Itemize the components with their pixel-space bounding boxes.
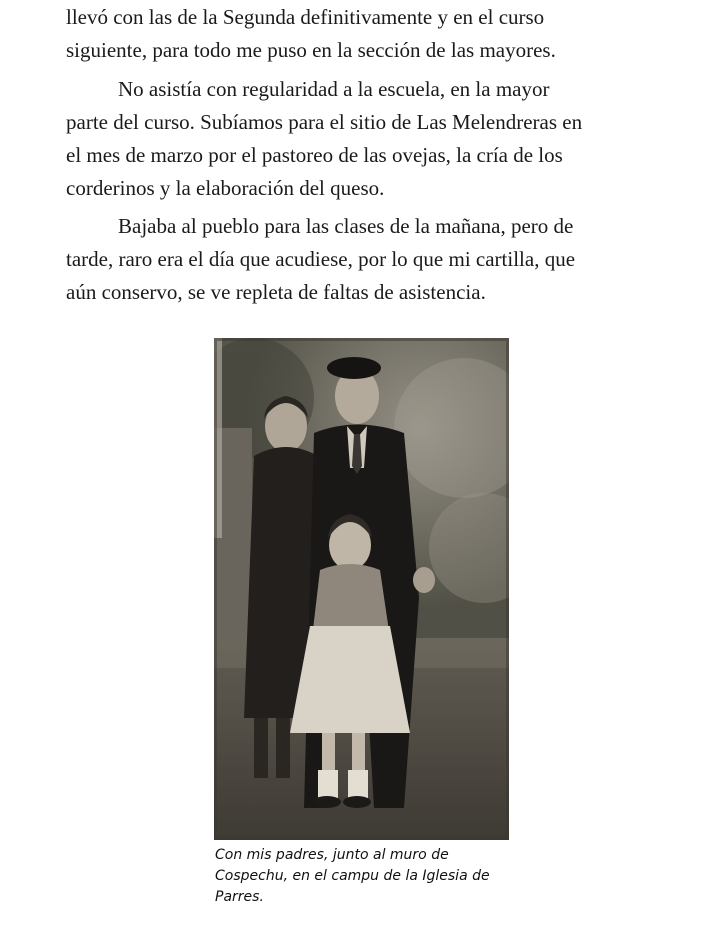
paragraph-line: siguiente, para todo me puso en la sección de las mayores. xyxy=(66,38,556,62)
paragraph-3 xyxy=(66,210,656,309)
caption-line: Con mis padres, junto al muro de xyxy=(215,847,449,863)
photo-child-sock xyxy=(348,770,368,798)
photo-mother-leg xyxy=(276,718,290,778)
paragraph-2 xyxy=(66,73,656,205)
paragraph-line: aún conservo, se ve repleta de faltas de asistencia. xyxy=(66,280,486,304)
paragraph-line: No asistía con regularidad a la escuela, en la mayor xyxy=(118,77,550,101)
paragraph-1 xyxy=(66,1,656,67)
paragraph-line: el mes de marzo por el pastoreo de las ovejas, la cría de los xyxy=(66,143,563,167)
caption-line: Cospechu, en el campu de la Iglesia de xyxy=(215,868,490,884)
photo-caption xyxy=(215,845,515,908)
family-photo-drawing xyxy=(214,338,509,840)
photo-child-dress xyxy=(290,626,410,733)
family-photo xyxy=(214,338,509,840)
photo-child-shoe xyxy=(343,796,371,808)
paragraph-line: Bajaba al pueblo para las clases de la mañana, pero de xyxy=(118,214,574,238)
photo-child-sock xyxy=(318,770,338,798)
paragraph-line: tarde, raro era el día que acudiese, por lo que mi cartilla, que xyxy=(66,247,576,271)
caption-line: Parres. xyxy=(215,889,264,905)
paragraph-line: corderinos y la elaboración del queso. xyxy=(66,176,385,200)
photo-mother-leg xyxy=(254,718,268,778)
photo-father-beret xyxy=(327,357,381,379)
photo-father-hand xyxy=(413,567,435,593)
paragraph-line: parte del curso. Subíamos para el sitio de Las Melendreras en xyxy=(66,110,583,134)
photo-child-shoe xyxy=(313,796,341,808)
paragraph-line: llevó con las de la Segunda definitivamente y en el curso xyxy=(66,5,545,29)
